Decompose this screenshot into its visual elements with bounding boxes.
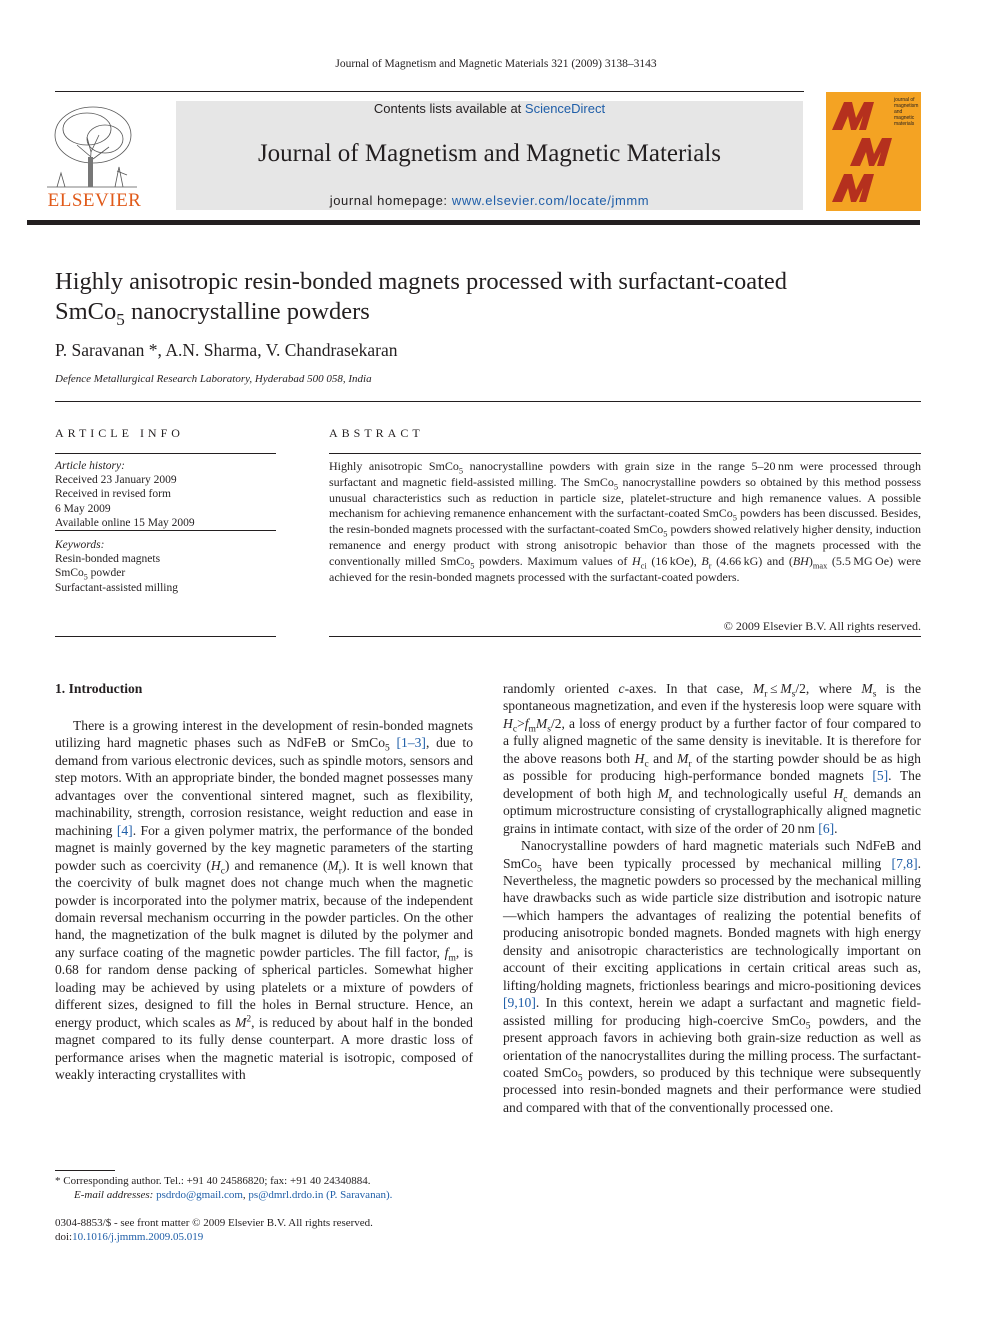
- issn-line: 0304-8853/$ - see front matter © 2009 Elsevier B.V. All rights reserved.: [55, 1217, 373, 1229]
- header-rule: [55, 91, 804, 92]
- revised-label: Received in revised form: [55, 488, 171, 501]
- title-line-2: SmCo$_5$ nanocrystalline powders: [55, 298, 370, 329]
- contents-prefix: Contents lists available at: [373, 101, 525, 116]
- homepage-prefix: journal homepage:: [329, 193, 452, 208]
- keywords: [55, 538, 276, 595]
- abstract-rule: [329, 453, 921, 454]
- journal-title: Journal of Magnetism and Magnetic Materials: [257, 140, 722, 167]
- abstract-text: Highly anisotropic SmCo$_5$ nanocrystalline powders with grain size in the range 5–20 nm were processed through surfactant and magnetic field-assisted milling. The SmCo$_5$ nanocrystalline powders so obtained by this method possess unusual characteristics such as reduction in particle size, platelet-structure and high remanence values. A possible mechanism for achieving remanence enhancement with the surfactant-coated SmCo$_5$ powders has been discussed. Besides, the resin-bonded magnets processed with the surfactant-coated SmCo$_5$ powders showed relatively higher density, induction remanence and energy product with strong anisotropic behavior than those of the magnets processed with the conventionally milled SmCo$_5$ powders. Maximum values of $H_{ci}$ (16 kOe), $B_r$ (4.66 kG) and $(BH)_{max}$ (5.5 MG Oe) were achieved for the resin-bonded magnets processed with the surfactant-coated powders.: [329, 459, 922, 584]
- affiliation: Defence Metallurgical Research Laboratory, Hyderabad 500 058, India: [55, 373, 372, 385]
- keyword-3: Surfactant-assisted milling: [55, 581, 178, 594]
- article-history: [55, 459, 276, 530]
- keyword-1: Resin-bonded magnets: [55, 553, 161, 566]
- history-label: Article history:: [55, 460, 125, 472]
- abstract-copyright: © 2009 Elsevier B.V. All rights reserved.: [723, 619, 921, 633]
- intro-heading: 1. Introduction: [55, 681, 143, 696]
- authors: P. Saravanan *, A.N. Sharma, V. Chandrasekaran: [55, 340, 398, 360]
- homepage-link[interactable]: www.elsevier.com/locate/jmmm: [451, 193, 650, 208]
- email-link-1[interactable]: psdrdo@gmail.com: [156, 1189, 243, 1201]
- journal-citation: Journal of Magnetism and Magnetic Materials 321 (2009) 3138–3143: [335, 58, 657, 70]
- body-column-right: randomly oriented c-axes. In that case, $M_r \le M_s/2$, where $M_s$ is the spontaneous magnetization, and even if the hysteresis loop were square with $H_c>f_mM_s/2$, a loss of energy product by a further factor of four compared to a fully aligned magnetic of the same density is inevitable. It is therefore for the above reasons both $H_c$ and $M_r$ of the starting powder should be as high as possible for producing high-performance bonded magnets [5]. The development of both high $M_r$ and technologically useful $H_c$ demands an optimum microstructure consisting of crystallographically aligned magnetic grains in intimate contact, with size of the order of 20 nm [6]. Nanocrystalline powders of hard magnetic materials such NdFeB and SmCo$_5$ have been typically processed by mechanical milling [7,8]. Nevertheless, the magnetic powders so processed by the mechanical milling have drawbacks such as wide particle size distribution and isotropic nature—which hampers the advantages of realizing the potential benefits of producing anisotropic bonded magnets. Bonded magnets with high energy density and anisotropic characteristics are technologically important on account of their exciting applications in certain critical areas such as, lifting/holding magnets, frictionless bearings and micro-positioning devices [9,10]. In this context, herein we adapt a surfactant and magnetic field-assisted milling for producing high-coercive SmCo$_5$ powders, and the present approach favors in achieving both grain-size reduction as well as orientation of the nanocrystallites during the milling process. The surfactant-coated SmCo$_5$ powders, so produced by this technique were subsequently processed into resin-bonded magnets and their performance were studied and compared with that of the conventionally processed one.: [503, 681, 922, 1115]
- email-author[interactable]: (P. Saravanan).: [326, 1189, 393, 1201]
- title-rule: [55, 401, 921, 402]
- title-line-1: Highly anisotropic resin-bonded magnets processed with surfactant-coated: [55, 268, 788, 295]
- online-date: Available online 15 May 2009: [55, 516, 195, 529]
- sciencedirect-link[interactable]: ScienceDirect: [524, 101, 606, 116]
- doi-link[interactable]: 10.1016/j.jmmm.2009.05.019: [72, 1231, 204, 1243]
- article-info-bottom-rule: [55, 636, 276, 637]
- corresponding-author: * Corresponding author. Tel.: +91 40 24586820; fax: +91 40 24340884.: [55, 1175, 371, 1187]
- keywords-label: Keywords:: [55, 539, 105, 551]
- email-link-2[interactable]: ps@dmrl.drdo.in: [248, 1189, 324, 1201]
- journal-homepage: [176, 193, 803, 208]
- body-column-left: There is a growing interest in the development of resin-bonded magnets utilizing hard magnetic phases such as NdFeB or SmCo$_5$ [1–3], due to demand from various electronic devices, such as spindle motors, sensors and step motors. With an appropriate binder, the bonded magnet possesses many advantages over the conventional sintered magnet, such as flexibility, machinability, strength, corrosion resistance, weight reduction and ease in machining [4]. For a given polymer matrix, the performance of the bonded magnet is mainly governed by the key magnetic parameters of the starting powder such as coercivity $(H_c)$ and remanence $(M_r)$. It is well known that the coercivity of bulk magnet does not change much when the magnetic powder is incorporated into the polymer matrix, because of the independent domain reversal mechanism occurring in the powder particles. On the other hand, the magnetization of the bulk magnet is diluted by the polymer and any surface coating of the magnetic powder particles. The fill factor, $f_m$, is 0.68 for random dense packing of spherical particles. Somewhat higher loading may be achieved by using platelets or a mixture of powders of different sizes, designed to fill the holes in Bernal structure. Hence, an energy product, which scales as $M^2$, is reduced by about half in the bonded magnet compared to its fully dense counterpart. A more drastic loss of performance arises when the magnetic material is isotropic, composed of weakly interacting crystallites with: [55, 718, 474, 1083]
- abstract-bottom-rule: [329, 636, 921, 637]
- cover-title-text: journal of magnetism and magnetic materials: [894, 97, 919, 127]
- email-line: E-mail addresses: psdrdo@gmail.com, ps@dmrl.drdo.in (P. Saravanan).: [74, 1189, 393, 1201]
- article-info-rule: [55, 453, 276, 454]
- email-label: E-mail addresses:: [74, 1189, 157, 1201]
- doi-line: doi:10.1016/j.jmmm.2009.05.019: [55, 1231, 204, 1243]
- abstract-heading: ABSTRACT: [329, 426, 424, 440]
- front-matter: [55, 1216, 473, 1244]
- revised-date: 6 May 2009: [55, 502, 111, 515]
- received-date: Received 23 January 2009: [55, 474, 177, 487]
- footnote: [55, 1174, 473, 1202]
- contents-line: [176, 101, 803, 116]
- footnote-rule: [55, 1170, 115, 1171]
- publisher-wordmark: ELSEVIER: [47, 190, 142, 211]
- keywords-rule: [55, 530, 276, 531]
- article-info-heading: ARTICLE INFO: [55, 426, 184, 440]
- article-title: [55, 267, 935, 327]
- keyword-2: SmCo$_5$ powder: [55, 567, 126, 582]
- jmmm-cover-logo: [830, 98, 892, 208]
- header-thick-rule: [27, 220, 920, 225]
